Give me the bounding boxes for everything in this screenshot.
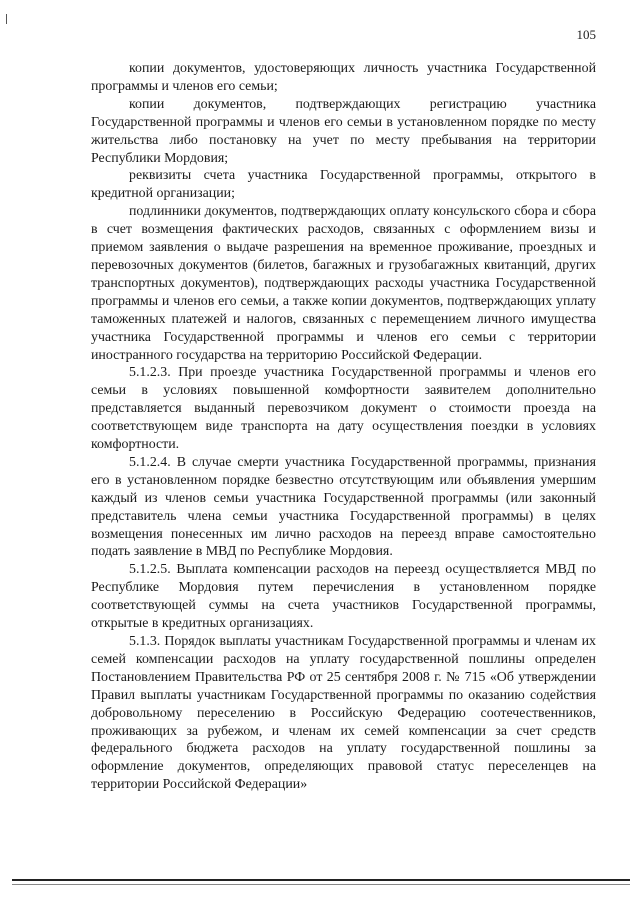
paragraph-5-1-2-5: 5.1.2.5. Выплата компенсации расходов на переезд осуществляется МВД по Республике Мордовия путем перечисления в установленном порядке соответствующей суммы на счета участников Государственной программы, открытые в кредитных организациях. [91, 562, 596, 632]
paragraph-5-1-2-3: 5.1.2.3. При проезде участника Государственной программы и членов его семьи в условиях повышенной комфортности заявителем дополнительно представляется выданный перевозчиком документ о стоимости проезда на соответствующем виде транспорта на дату осуществления поездки в условиях комфортности. [91, 365, 596, 453]
scan-bottom-edge-shadow [12, 884, 630, 885]
document-body [91, 60, 596, 794]
paragraph-bank-account: реквизиты счета участника Государственной программы, открытого в кредитной организации; [91, 168, 596, 202]
paragraph-5-1-3: 5.1.3. Порядок выплаты участникам Государственной программы и членам их семей компенсации расходов на уплату государственной пошлины определен Постановлением Правительства РФ от 25 сентября 2008 г. № 715 «Об утверждении Правил выплаты участникам Государственной программы по оказанию содействия добровольному переселению в Российскую Федерацию соотечественников, проживающих за рубежом, и членам их семей компенсации за счет средств федерального бюджета расходов на уплату государственной пошлины за оформление документов, определяющих правовой статус переселенцев на территории Российской Федерации» [91, 634, 596, 793]
scan-margin-mark [6, 14, 7, 24]
paragraph-original-documents: подлинники документов, подтверждающих оплату консульского сбора и сбора в счет возмещения фактических расходов, связанных с оформлением визы и приемом заявления о выдаче разрешения на временное проживание, проездных и перевозочных документов (билетов, багажных и грузобагажных квитанций, других транспортных документов), подтверждающих расходы участника Государственной программы и членов его семьи, а также копии документов, подтверждающих уплату таможенных платежей и налогов, связанных с перемещением личного имущества участника Государственной программы и членов его семьи с территории иностранного государства на территорию Российской Федерации. [91, 204, 596, 363]
paragraph-registration-documents: копии документов, подтверждающих регистрацию участника Государственной программы и членов его семьи в установленном порядке по месту жительства либо постановку на учет по месту пребывания на территории Республики Мордовия; [91, 96, 596, 166]
paragraph-5-1-2-4: 5.1.2.4. В случае смерти участника Государственной программы, признания его в установленном порядке безвестно отсутствующим или объявления умершим каждый из членов семьи участника Государственной программы (или законный представитель члена семьи участника Государственной программы) в целях возмещения понесенных им лично расходов на переезд вправе самостоятельно подать заявление в МВД по Республике Мордовия. [91, 454, 596, 560]
paragraph-identity-documents: копии документов, удостоверяющих личность участника Государственной программы и членов его семьи; [91, 61, 596, 94]
scan-bottom-edge [12, 879, 630, 881]
page-number: 105 [576, 27, 596, 42]
